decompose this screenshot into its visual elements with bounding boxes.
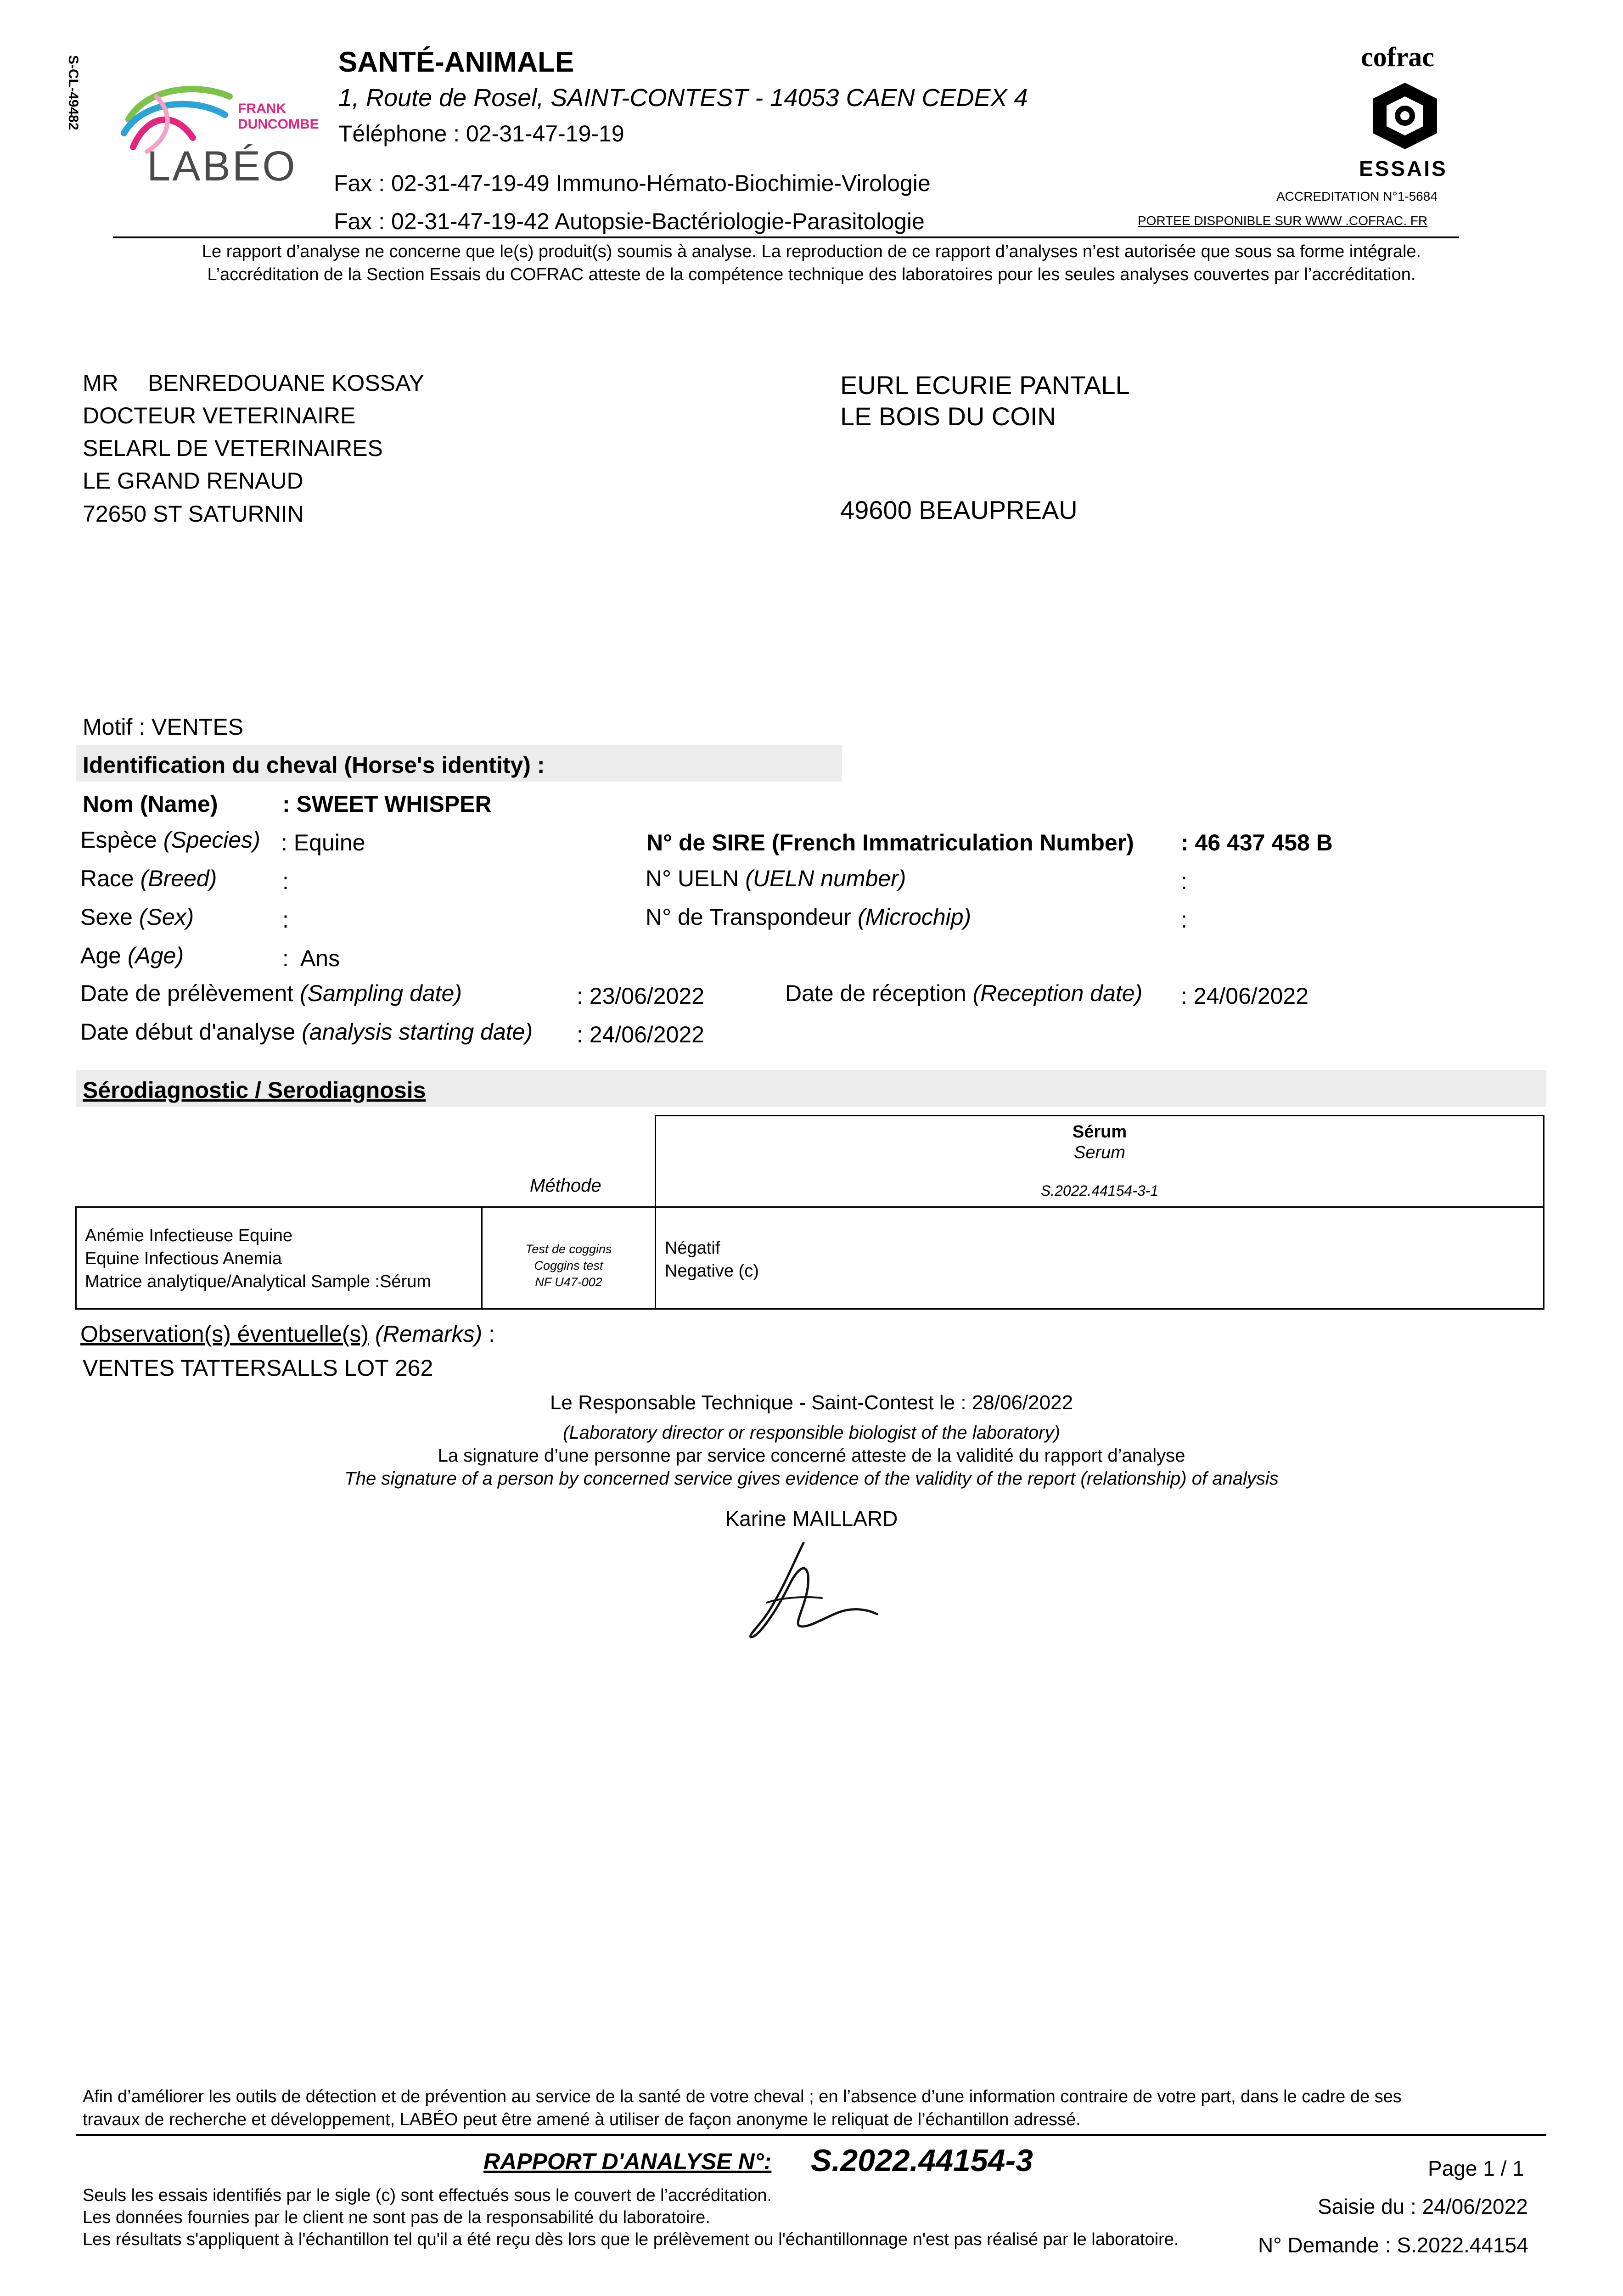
sire-value: : 46 437 458 B: [1181, 830, 1333, 855]
sire-label: N° de SIRE (French Immatriculation Number): [646, 830, 1134, 855]
vet-line-4: LE GRAND RENAUD: [83, 468, 303, 494]
espece-value: : Equine: [281, 830, 365, 855]
sample-id: S.2022.44154-3-1: [1040, 1182, 1159, 1199]
logo-labeo: LABÉO: [147, 143, 297, 190]
transp-label: N° de Transpondeur (Microchip): [646, 904, 972, 930]
vet-line-5: 72650 ST SATURNIN: [83, 501, 304, 527]
result-line-2: Negative (c): [665, 1261, 759, 1281]
age-label: Age (Age): [80, 943, 184, 968]
result-line-1: Négatif: [665, 1238, 720, 1258]
demande-number: N° Demande : S.2022.44154: [1258, 2233, 1528, 2257]
ueln-label: N° UELN (UELN number): [646, 866, 906, 891]
reception-value: : 24/06/2022: [1181, 983, 1309, 1009]
analysis-line-1: Anémie Infectieuse Equine: [85, 1226, 293, 1245]
cofrac-accreditation: ACCREDITATION N°1-5684: [1276, 189, 1438, 203]
footer-note-1: Afin d’améliorer les outils de détection et de prévention au service de la santé de votre cheval ; en l’absence d’une information contraire de votre part, dans le cadre de ses: [83, 2087, 1402, 2106]
serum-fr: Sérum: [1072, 1122, 1127, 1142]
signatory-name: Karine MAILLARD: [725, 1507, 898, 1531]
sexe-label: Sexe (Sex): [80, 904, 194, 930]
saisie-date: Saisie du : 24/06/2022: [1318, 2195, 1528, 2218]
cofrac-portee: PORTEE DISPONIBLE SUR WWW .COFRAC. FR: [1138, 214, 1428, 228]
handwritten-signature: [739, 1534, 886, 1644]
owner-line-3: 49600 BEAUPREAU: [840, 495, 1078, 524]
lab-fax-1: Fax : 02-31-47-19-49 Immuno-Hémato-Biochimie-Virologie: [334, 170, 931, 196]
legal-line-1: Seuls les essais identifiés par le sigle (c) sont effectués sous le couvert de l’accréditation.: [83, 2186, 772, 2205]
cofrac-logo: [1350, 41, 1460, 179]
prelev-label: Date de prélèvement (Sampling date): [80, 980, 462, 1006]
sero-title: Sérodiagnostic / Serodiagnosis: [83, 1077, 426, 1103]
owner-line-1: EURL ECURIE PANTALL: [840, 371, 1130, 400]
nom-value: : SWEET WHISPER: [282, 791, 492, 817]
remarks-value: VENTES TATTERSALLS LOT 262: [83, 1355, 433, 1381]
signature-line-4: The signature of a person by concerned service gives evidence of the validity of the report (relationship) of analysis: [344, 1469, 1279, 1489]
debut-label: Date début d'analyse (analysis starting date): [80, 1019, 533, 1045]
method-line-3: NF U47-002: [535, 1275, 602, 1289]
sexe-value: :: [282, 907, 289, 933]
race-value: :: [282, 868, 289, 894]
logo-frank: FRANK: [238, 101, 286, 116]
analysis-line-2: Equine Infectious Anemia: [85, 1249, 282, 1268]
result-cell: [655, 1206, 1544, 1310]
lab-title: SANTÉ-ANIMALE: [338, 46, 574, 78]
age-value: : Ans: [282, 945, 340, 971]
signature-line-2: (Laboratory director or responsible biologist of the laboratory): [563, 1423, 1060, 1443]
cofrac-hexagon-icon: [1359, 78, 1451, 156]
cofrac-brand: cofrac: [1361, 42, 1434, 72]
motif: Motif : VENTES: [83, 714, 244, 740]
report-label: RAPPORT D'ANALYSE N°:: [483, 2149, 772, 2174]
ueln-value: :: [1181, 868, 1187, 894]
header-rule: [113, 236, 1459, 238]
vet-title: MR: [83, 370, 118, 396]
vet-line-3: SELARL DE VETERINAIRES: [83, 435, 383, 461]
remarks-label: Observation(s) éventuelle(s) (Remarks) :: [80, 1321, 495, 1347]
methode-header: Méthode: [530, 1176, 601, 1196]
reception-label: Date de réception (Reception date): [785, 980, 1143, 1006]
lab-phone: Téléphone : 02-31-47-19-19: [338, 121, 624, 146]
disclaimer-1: Le rapport d’analyse ne concerne que le(s) produit(s) soumis à analyse. La reproduction de ce rapport d’analyses n’est autorisée que sous sa forme intégrale.: [202, 242, 1421, 261]
lab-fax-2: Fax : 02-31-47-19-42 Autopsie-Bactériologie-Parasitologie: [334, 208, 925, 234]
labeo-logo: [119, 78, 321, 197]
race-label: Race (Breed): [80, 866, 217, 891]
legal-line-2: Les données fournies par le client ne sont pas de la responsabilité du laboratoire.: [83, 2208, 710, 2227]
transp-value: :: [1181, 907, 1187, 933]
cofrac-essais: ESSAIS: [1359, 157, 1448, 180]
vet-line-2: DOCTEUR VETERINAIRE: [83, 403, 356, 428]
method-line-1: Test de coggins: [525, 1242, 612, 1256]
signature-line-1: Le Responsable Technique - Saint-Contest le : 28/06/2022: [550, 1391, 1073, 1414]
page-number: Page 1 / 1: [1428, 2156, 1524, 2180]
espece-label: Espèce (Species): [80, 827, 260, 853]
prelev-value: : 23/06/2022: [577, 983, 705, 1009]
side-reference: S-CL-49482: [66, 55, 81, 130]
serum-en: Serum: [1074, 1143, 1125, 1162]
method-line-2: Coggins test: [534, 1259, 603, 1272]
footer-rule: [76, 2134, 1546, 2136]
footer-note-2: travaux de recherche et développement, LABÉO peut être amené à utiliser de façon anonyme le reliquat de l’échantillon adressé.: [83, 2110, 1081, 2129]
signature-line-3: La signature d’une personne par service concerné atteste de la validité du rapport d’analyse: [438, 1446, 1185, 1466]
logo-duncombe: DUNCOMBE: [238, 117, 319, 132]
disclaimer-2: L’accréditation de la Section Essais du COFRAC atteste de la compétence technique des laboratoires pour les seules analyses couvertes par l’accréditation.: [207, 265, 1416, 284]
method-cell: [481, 1206, 656, 1310]
debut-value: : 24/06/2022: [577, 1022, 705, 1047]
analysis-line-3: Matrice analytique/Analytical Sample :Sérum: [85, 1272, 432, 1291]
owner-line-2: LE BOIS DU COIN: [840, 402, 1056, 431]
identification-title: Identification du cheval (Horse's identity) :: [83, 752, 545, 778]
lab-address: 1, Route de Rosel, SAINT-CONTEST - 14053 CAEN CEDEX 4: [338, 84, 1028, 112]
vet-name: BENREDOUANE KOSSAY: [148, 370, 425, 396]
legal-line-3: Les résultats s'appliquent à l'échantillon tel qu'il a été reçu dès lors que le prélèvement ou l'échantillonnage n'est pas réalisé par le laboratoire.: [83, 2230, 1179, 2249]
nom-label: Nom (Name): [83, 791, 218, 817]
report-number: S.2022.44154-3: [811, 2143, 1033, 2178]
